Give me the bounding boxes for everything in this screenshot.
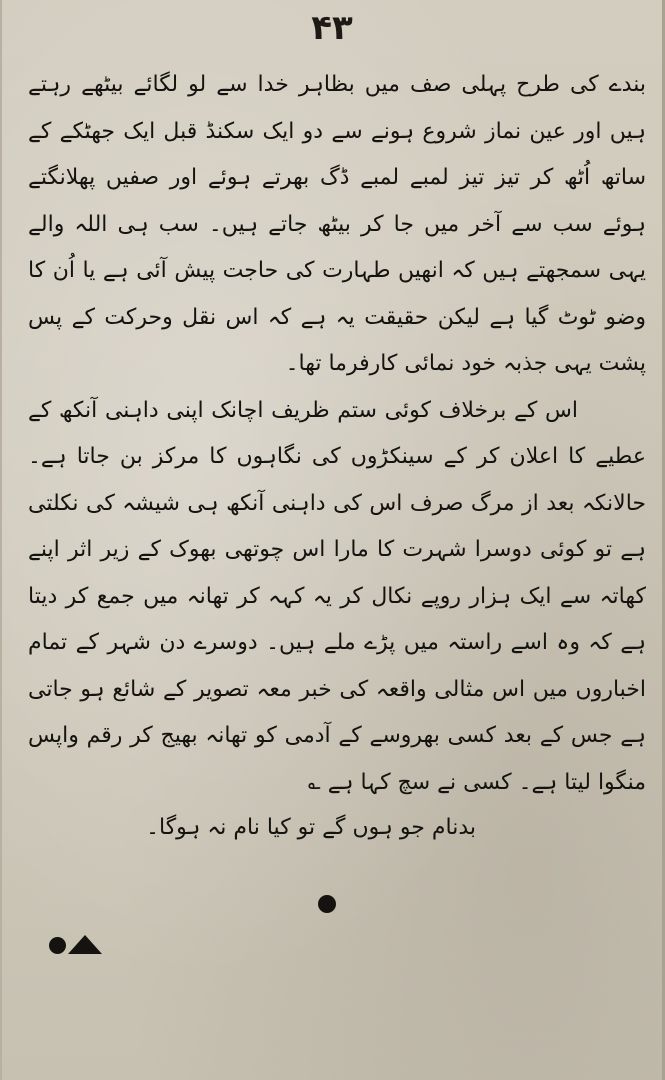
filled-dot-icon: [318, 895, 336, 913]
paragraph-2: اس کے برخلاف کوئی ستم ظریف اچانک اپنی داہنی آنکھ کے عطیے کا اعلان کر کے سینکڑوں کی نگاہوں کا مرکز بن جاتا ہے۔ حالانکہ بعد از مرگ صرف اس کی داہنی آنکھ ہی شیشہ کی نکلتی ہے تو کوئی دوسرا شہرت کا مارا اس چوتھی بھوک کے زیر اثر اپنے کھاتہ سے ایک ہزار روپے نکال کر یہ کہہ کر تھانہ میں جمع کر دیتا ہے کہ وہ اسے راستہ میں پڑے ملے ہیں۔ دوسرے دن شہر کے تمام اخباروں میں اس مثالی واقعہ کی خبر معہ تصویر کے شائع ہو جاتی ہے جس کے بعد کسی بھروسے کے آدمی کو تھانہ بھیج کر رقم واپس منگوا لیتا ہے۔ کسی نے سچ کہا ہے ؎: [28, 397, 646, 795]
paragraph-1: بندے کی طرح پہلی صف میں بظاہر خدا سے لو لگائے بیٹھے رہتے ہیں اور عین نماز شروع ہونے سے دو ایک سکنڈ قبل ایک جھٹکے کے ساتھ اُٹھ کر تیز تیز لمبے لمبے ڈگ بھرتے ہوئے اور صفیں پھلانگتے ہوئے سب سے آخر میں جا کر بیٹھ جاتے ہیں۔ سب ہی اللہ والے یہی سمجھتے ہیں کہ انھیں طہارت کی حاجت پیش آئی ہے یا اُن کا وضو ٹوٹ گیا ہے لیکن حقیقت یہ ہے کہ اس نقل وحرکت کے پس پشت یہی جذبہ خود نمائی کارفرما تھا۔: [28, 72, 646, 376]
page-body: [28, 62, 646, 850]
filled-triangle-icon: [68, 935, 102, 954]
page-number: ۴۳: [311, 8, 353, 48]
verse-line: بدنام جو ہوں گے تو کیا نام نہ ہوگا۔: [146, 815, 476, 840]
filled-dot-icon: [49, 937, 66, 954]
